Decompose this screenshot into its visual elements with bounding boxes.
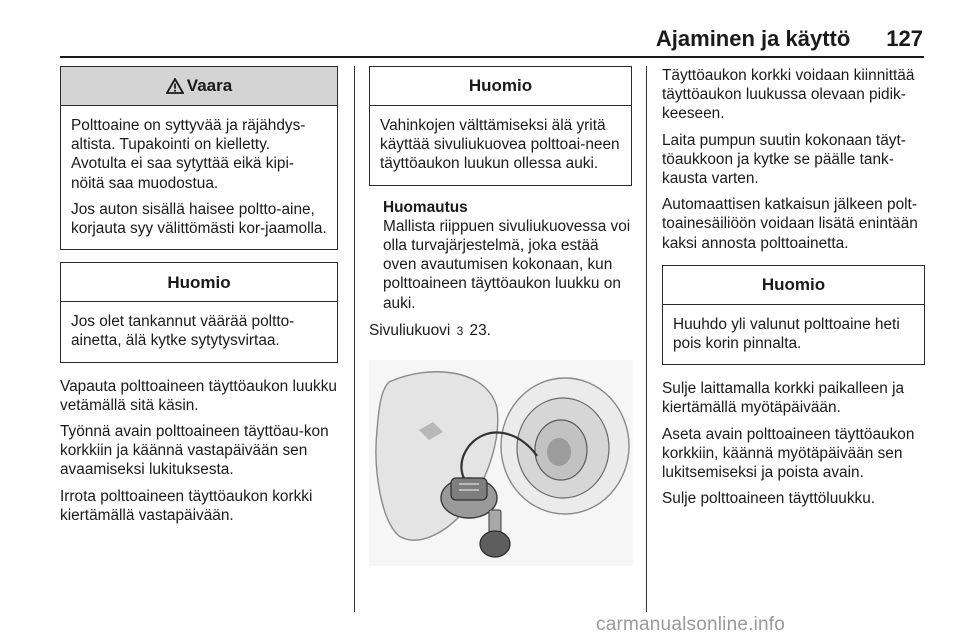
caution-box-header bbox=[663, 266, 924, 305]
danger-paragraph: Polttoaine on syttyvää ja räjähdys-altista. Tupakointi on kielletty. Avotulta ei saa sytyttää eikä kipi-nöitä saa muodostua. bbox=[71, 117, 306, 192]
reference-arrow-icon: 3 bbox=[456, 323, 464, 338]
caution-box-left bbox=[60, 262, 338, 362]
danger-box-body bbox=[61, 106, 337, 249]
note-text: Mallista riippuen sivuliukuovessa voi olla turvajärjestelmä, joka estää oven avautumisen kokonaan, kun polttoaineen täyttöaukon luukku on auki. bbox=[383, 217, 631, 312]
right-column bbox=[662, 66, 925, 515]
caution-box-middle bbox=[369, 66, 632, 186]
note-title: Huomautus bbox=[383, 198, 468, 216]
body-paragraph: Täyttöaukon korkki voidaan kiinnittää täyttöaukon luukussa olevaan pidik-keeseen. bbox=[662, 67, 915, 123]
danger-box-title: Vaara bbox=[186, 76, 233, 96]
body-paragraph: Sulje laittamalla korkki paikalleen ja kiertämällä myötäpäivään. bbox=[662, 380, 905, 417]
page-header bbox=[60, 26, 923, 52]
reference-text: Sivuliukuovi bbox=[369, 321, 451, 339]
fuel-cap-tether-illustration bbox=[369, 360, 633, 566]
section-title: Ajaminen ja käyttö bbox=[655, 26, 851, 51]
header-rule bbox=[60, 56, 924, 58]
caution-paragraph: Vahinkojen välttämiseksi älä yritä käyttää sivuliukuovea polttoai-neen täyttöaukon luukun ollessa auki. bbox=[380, 117, 620, 173]
caution-box-right bbox=[662, 265, 925, 365]
caution-box-header bbox=[61, 263, 337, 302]
middle-column bbox=[369, 66, 632, 571]
caution-box-title: Huomio bbox=[761, 275, 826, 295]
note-block bbox=[369, 198, 632, 313]
body-paragraph: Aseta avain polttoaineen täyttöaukon korkkiin, käännä myötäpäivään sen lukitsemiseksi ja poista avain. bbox=[662, 425, 915, 482]
reference-page: 23. bbox=[469, 321, 491, 339]
column-divider-2 bbox=[646, 66, 647, 612]
body-paragraph: Vapauta polttoaineen täyttöaukon luukku vetämällä sitä käsin. bbox=[60, 377, 337, 414]
caution-box-body bbox=[61, 302, 337, 361]
warning-triangle-icon bbox=[166, 78, 184, 94]
body-paragraph: Irrota polttoaineen täyttöaukon korkki kiertämällä vastapäivään. bbox=[60, 487, 313, 524]
page-number: 127 bbox=[886, 26, 923, 51]
column-divider-1 bbox=[354, 66, 355, 612]
body-paragraph: Automaattisen katkaisun jälkeen polt-toainesäiliöön voidaan lisätä enintään kaksi annosta polttoainetta. bbox=[662, 196, 918, 252]
danger-box-header bbox=[61, 67, 337, 106]
caution-box-title: Huomio bbox=[468, 76, 533, 96]
body-paragraph: Laita pumpun suutin kokonaan täyt-töaukkoon ja kytke se päälle tank-kausta varten. bbox=[662, 131, 906, 188]
caution-paragraph: Jos olet tankannut väärää poltto-ainetta, älä kytke sytytysvirtaa. bbox=[71, 313, 295, 350]
danger-box bbox=[60, 66, 338, 250]
caution-box-body bbox=[370, 106, 631, 185]
body-paragraph: Työnnä avain polttoaineen täyttöau-kon korkkiin ja käännä vastapäivään sen avaamiseksi lukituksesta. bbox=[60, 423, 329, 479]
caution-box-body bbox=[663, 305, 924, 364]
caution-box-header bbox=[370, 67, 631, 106]
caution-box-title: Huomio bbox=[167, 272, 231, 292]
body-paragraph: Sulje polttoaineen täyttöluukku. bbox=[662, 490, 876, 508]
caution-paragraph: Huuhdo yli valunut polttoaine heti pois korin pinnalta. bbox=[673, 315, 900, 353]
cross-reference[interactable] bbox=[369, 321, 632, 341]
watermark: carmanualsonline.info bbox=[596, 614, 786, 635]
danger-paragraph: Jos auton sisällä haisee poltto-aine, korjauta syy välittömästi kor-jaamolla. bbox=[71, 200, 327, 238]
left-column bbox=[60, 66, 338, 532]
